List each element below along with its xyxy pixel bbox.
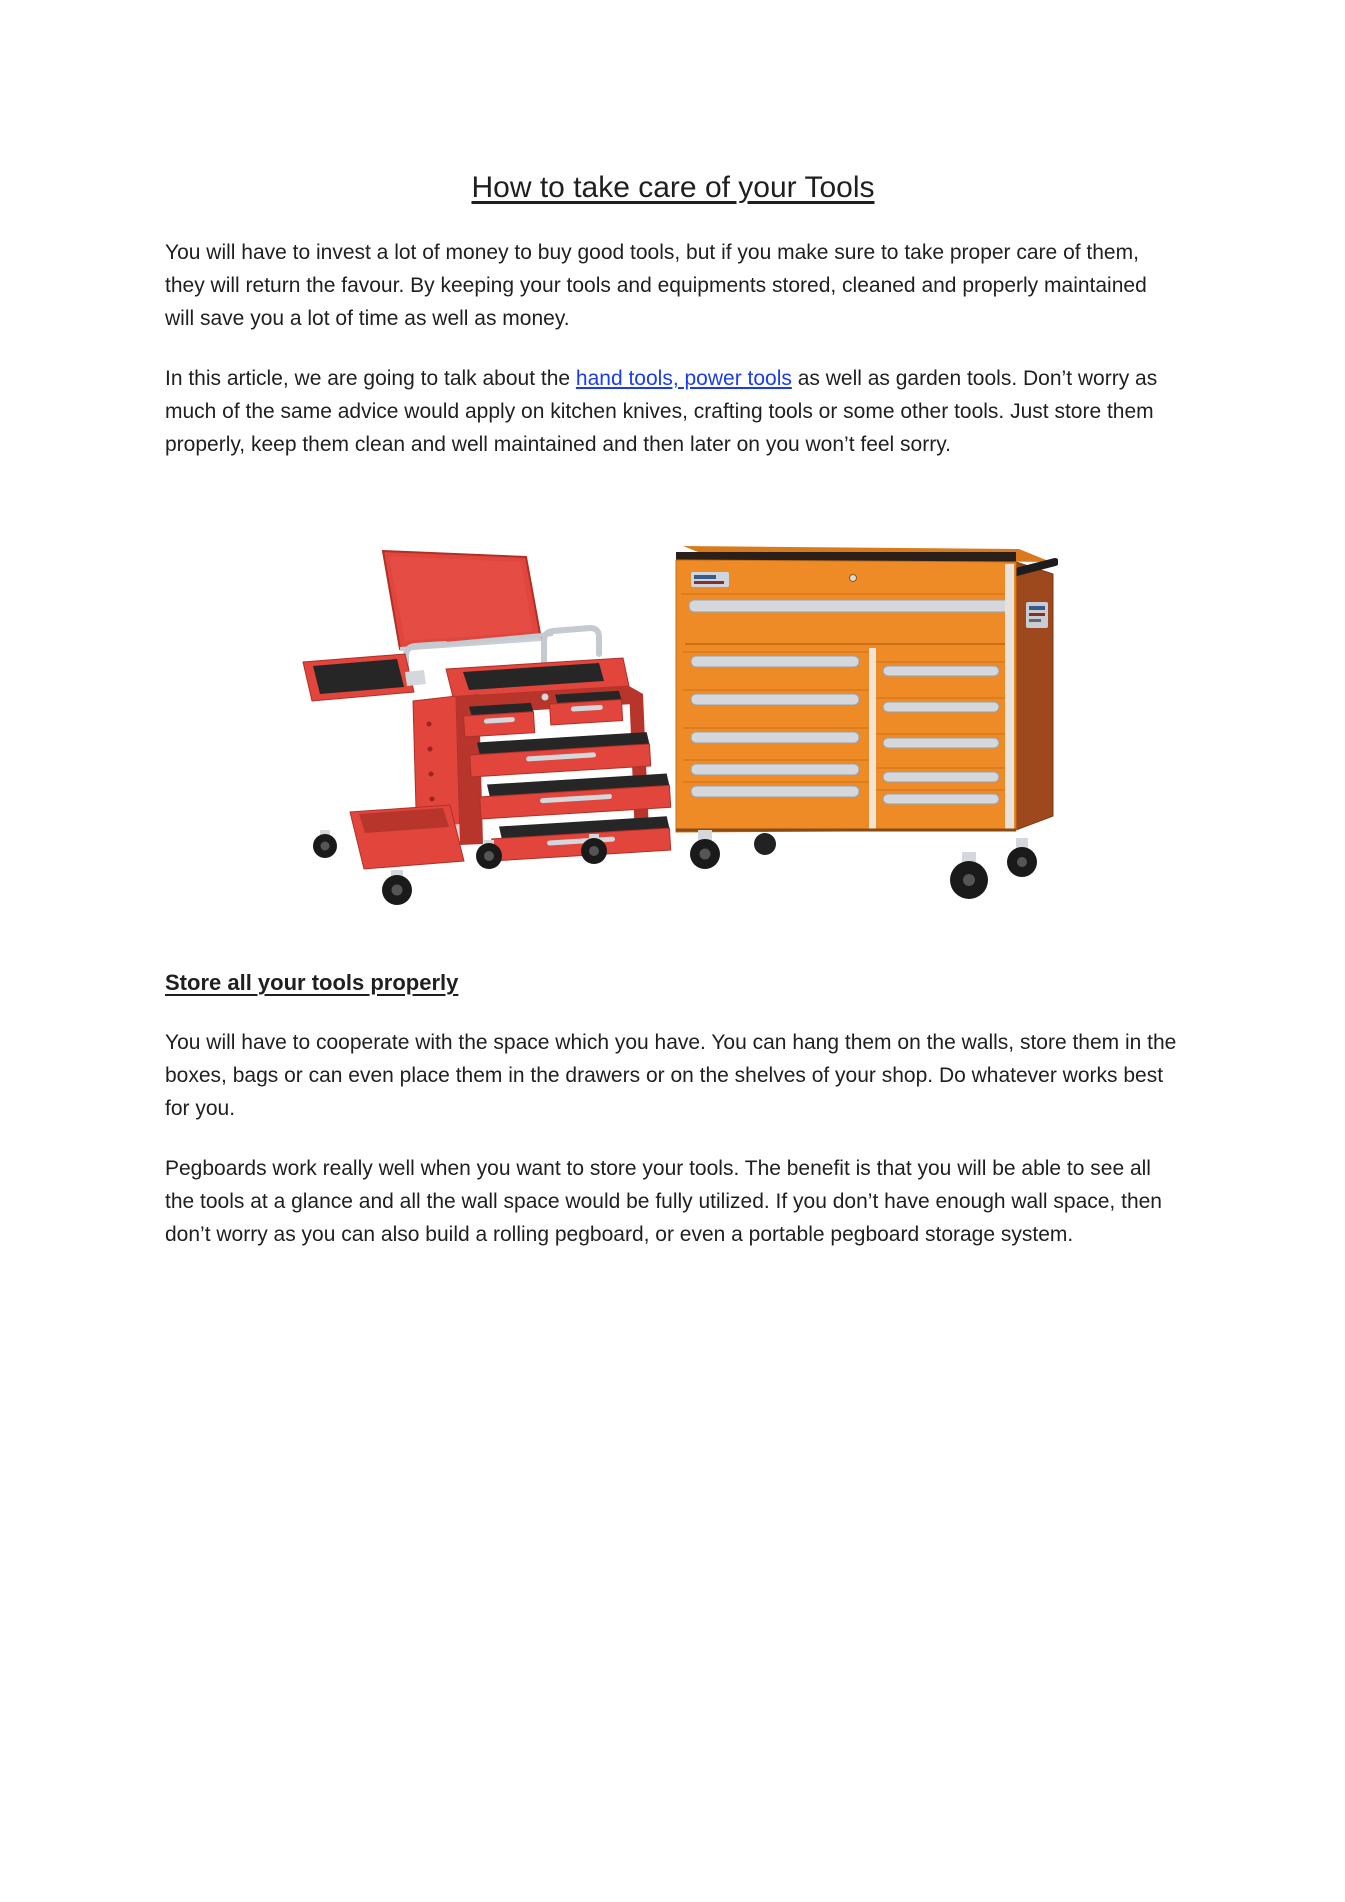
- cart-drawer: [549, 691, 623, 725]
- orange-tool-cabinet-illustration: [676, 546, 1055, 899]
- red-tool-cart-illustration: [303, 551, 671, 905]
- cart-drawer: [463, 703, 535, 737]
- section-paragraph-2: Pegboards work really well when you want to store your tools. The benefit is that you will be able to see all the tools at a glance and all the wall space would be fully utilized. If you don’t have enough wall space, then don’t worry as you can also build a rolling pegboard, or even a portable pegboard storage system.: [165, 1157, 1162, 1246]
- section-paragraph-1: You will have to cooperate with the space which you have. You can hang them on the walls, store them in the boxes, bags or can even place them in the drawers or on the shelves of your shop. Do whatever works best for you.: [165, 1031, 1177, 1120]
- hand-tools-power-tools-link[interactable]: hand tools, power tools: [575, 367, 792, 390]
- caster-wheel: [950, 852, 988, 899]
- caster-wheel: [690, 830, 720, 869]
- article-paragraph-after-link: as well as garden tools. Don’t worry as much of the same advice would apply on kitchen knives, crafting tools or some other tools. Just store them properly, keep them clean and well maintained and then later on you won’t feel sorry.: [165, 367, 1158, 456]
- page-title: How to take care of your Tools: [471, 171, 875, 204]
- section-heading: Store all your tools properly: [165, 970, 459, 995]
- tool-carts-image: [293, 544, 1058, 924]
- article-paragraph: [165, 362, 1181, 461]
- cart-drawer: [469, 732, 651, 777]
- caster-wheel: [1007, 838, 1037, 877]
- caster-wheel: [313, 830, 337, 858]
- document-content: [165, 170, 1181, 1251]
- brand-label: [691, 572, 729, 587]
- caster-wheel: [754, 833, 776, 855]
- intro-paragraph: You will have to invest a lot of money to buy good tools, but if you make sure to take proper care of them, they will return the favour. By keeping your tools and equipments stored, cleaned and properly maintained will save you a lot of time as well as money.: [165, 241, 1147, 330]
- cart-drawer: [491, 816, 671, 861]
- caster-wheel: [382, 870, 412, 905]
- tool-carts-photo: [293, 544, 1058, 924]
- article-paragraph-before-link: In this article, we are going to talk about the: [165, 367, 576, 390]
